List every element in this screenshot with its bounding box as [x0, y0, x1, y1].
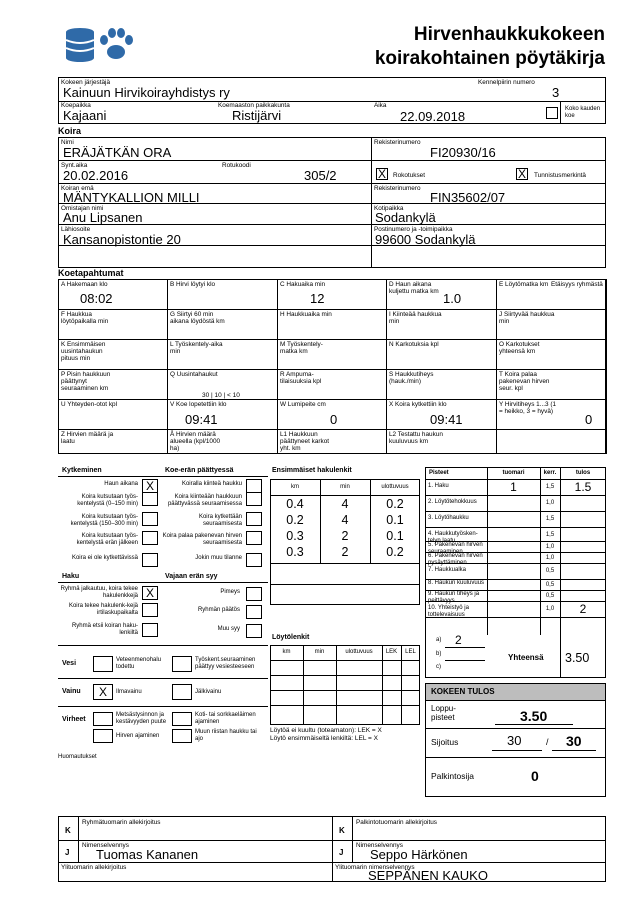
- time: 22.09.2018: [400, 109, 466, 124]
- search-item-checkbox[interactable]: X: [142, 586, 158, 600]
- event-value[interactable]: 0: [330, 412, 338, 427]
- event-label: N Karkotuksia kpl: [389, 341, 439, 348]
- placement-label: Sijoitus: [431, 737, 459, 747]
- score-name: 1. Haku: [428, 483, 449, 489]
- notes-label: Huomautukset: [58, 754, 97, 760]
- release-title: Kytkeminen: [62, 467, 102, 474]
- score-name: 3. Löytöhaukku: [428, 515, 469, 521]
- event-label: C Hakuaika min: [280, 281, 326, 288]
- birth-label: Synt.aika: [61, 162, 88, 169]
- hakulenkit-cell[interactable]: 0.3: [286, 529, 304, 543]
- row-line: [425, 563, 606, 564]
- event-label: G Siirtyi 60 min aikana löydöstä km: [170, 311, 225, 325]
- release-item-checkbox[interactable]: [142, 492, 158, 506]
- total-label: Yhteensä: [508, 653, 544, 662]
- score-coef: 1,5: [545, 532, 555, 538]
- total[interactable]: 3.50: [565, 651, 590, 665]
- release-item-label: Koira kutsutaan työs-kentelystä (150–300 min): [70, 514, 138, 527]
- loyto-table: [270, 645, 420, 725]
- fault-3-checkbox[interactable]: [93, 729, 113, 743]
- owner-label: Omistajan nimi: [61, 205, 104, 212]
- water-1-checkbox[interactable]: [93, 656, 113, 672]
- fault-1-checkbox[interactable]: [93, 712, 113, 726]
- full-season-label: Koko kauden koe: [565, 106, 601, 119]
- dog-name: ERÄJÄTKÄN ORA: [63, 145, 172, 160]
- grid-hline: [58, 339, 606, 340]
- address: Kansanopistontie 20: [63, 232, 181, 247]
- dam: MÄNTYKALLION MILLI: [63, 190, 200, 205]
- end-title: Koe-erän päättyessä: [165, 467, 234, 474]
- search-item-checkbox[interactable]: [142, 603, 158, 617]
- end-item-label: Koira kiinteään haukkuun päättyvässä seuraamisessa: [167, 494, 242, 507]
- event-label: R Ampuma-tilaisuuksia kpl: [280, 371, 322, 385]
- placement-sep: /: [546, 737, 549, 747]
- row-line: [425, 527, 606, 528]
- search-item-label: Ryhmä jalkautuu, koira tekee hakulenkkejä: [60, 586, 138, 599]
- organizer-label: Kokeen järjestäjä: [61, 79, 111, 86]
- partial-item-checkbox[interactable]: [246, 587, 262, 601]
- loyto-title: Löytölenkit: [272, 634, 310, 641]
- event-value[interactable]: 0: [585, 412, 593, 427]
- row-line: [270, 563, 420, 564]
- loyto-col: LEL: [405, 649, 416, 655]
- logo: [58, 24, 138, 64]
- score-name: 6. Pakenevan hirven pysäyttäminen: [428, 553, 483, 566]
- score-name: 4. Haukkutyösken-telyn laatu: [428, 531, 478, 544]
- hakulenkit-col: ulottuvuus: [381, 484, 409, 490]
- score-coef: 1,0: [545, 544, 555, 550]
- score-name: 9. Haukun tiheys ja peittävyys: [428, 591, 480, 604]
- judge-sign-label: Ryhmätuomarin allekirjoitus: [82, 819, 161, 826]
- end-item-label: Koira palaa pakenevan hirven seuraamisesta: [162, 533, 242, 546]
- score-coef: 0,5: [545, 593, 555, 599]
- fault-2-checkbox[interactable]: [172, 712, 192, 726]
- title-line-2: koirakohtainen pöytäkirja: [374, 48, 605, 69]
- event-value[interactable]: 1.0: [443, 291, 462, 306]
- district: 3: [552, 85, 560, 100]
- scent-label: Vainu: [62, 688, 81, 695]
- hakulenkit-cell[interactable]: 0.4: [286, 497, 304, 511]
- database-paw-icon: [58, 24, 138, 64]
- event-label: D Haun aikana kuljettu matka km: [389, 281, 439, 295]
- prize-judge-name[interactable]: Seppo Härkönen: [370, 847, 468, 862]
- event-value[interactable]: 09:41: [430, 412, 463, 427]
- events-grid: [58, 279, 606, 454]
- hakulenkit-cell[interactable]: 0.2: [386, 497, 404, 511]
- score-coef: 1,5: [545, 516, 555, 522]
- owner: Anu Lipsanen: [63, 210, 143, 225]
- score-name: 10. Yhteistyö ja tottelevaisuus: [428, 605, 469, 618]
- hakulenkit-cell[interactable]: 4: [341, 513, 349, 527]
- judge-name-label: Nimenselvennys: [82, 842, 129, 849]
- scent-2-checkbox[interactable]: [172, 684, 192, 700]
- event-label: S Haukkutiheys (hauk./min): [389, 371, 434, 385]
- hakulenkit-cell[interactable]: 2: [341, 545, 349, 559]
- partial-item-label: Ryhmän päätös: [197, 607, 240, 613]
- event-label: K Ensimmäisen uusintahaukun pituus min: [61, 341, 106, 362]
- water-2-label: Työskent.seuraaminen päättyy vesiesteeseen: [195, 657, 256, 670]
- row-line: [425, 617, 606, 618]
- release-item-label: Haun aikana: [104, 481, 138, 487]
- home: Sodankylä: [375, 210, 436, 225]
- row-line: [270, 675, 420, 676]
- row-line: [270, 690, 420, 691]
- events-section-title: Koetapahtumat: [58, 268, 124, 278]
- scores-col: Pisteet: [429, 470, 449, 476]
- hakulenkit-cell[interactable]: 0.2: [286, 513, 304, 527]
- end-item-label: Koira kytkettään seuraamisesta: [198, 514, 242, 527]
- col-line: [401, 645, 402, 725]
- event-label-2: Etäisyys ryhmästä: [551, 281, 603, 288]
- ground: Ristijärvi: [232, 108, 282, 123]
- score-coef: 1,5: [545, 484, 555, 490]
- release-item-checkbox[interactable]: X: [142, 479, 158, 493]
- event-label: M Työskentely-matka km: [280, 341, 323, 355]
- partial-item-label: Muu syy: [217, 626, 240, 632]
- scent-2-label: Jälkivainu: [195, 689, 222, 695]
- release-item-label: Koira kutsutaan työs-kentelystä (0–150 min): [77, 494, 138, 507]
- event-label: L2 Testattu haukun kuuluvuus km: [389, 431, 443, 445]
- partial-item-checkbox[interactable]: [246, 624, 262, 638]
- end-item-label: Jokin muu tilanne: [195, 555, 242, 561]
- district-label: Kennelpiirin numero: [478, 79, 535, 86]
- row-line: [270, 495, 420, 496]
- event-label: L1 Haukkuun päättyneet karkot yht. km: [280, 431, 330, 452]
- score-name: 8. Haukun kuuluvuus: [428, 580, 485, 586]
- event-label: X Koira kytkettiin klo: [389, 401, 447, 408]
- row-line: [270, 584, 420, 585]
- prize-label: Palkintosija: [431, 771, 474, 781]
- event-label: A Hakemaan klo: [61, 281, 108, 288]
- dog-reg-label: Rekisterinumero: [374, 139, 421, 146]
- score-judge[interactable]: 1: [510, 480, 517, 494]
- hakulenkit-col: min: [340, 484, 350, 490]
- row-line: [425, 511, 606, 512]
- release-item-checkbox[interactable]: [142, 531, 158, 545]
- place: Kajaani: [63, 108, 107, 123]
- hakulenkit-col: km: [291, 484, 299, 490]
- event-label: V Koe lopetettiin klo: [170, 401, 227, 408]
- extra-c-label: c): [436, 664, 441, 670]
- release-item-checkbox[interactable]: [142, 553, 158, 567]
- grid-hline: [58, 309, 606, 310]
- prize: 0: [531, 768, 539, 784]
- grid-vline: [606, 279, 607, 454]
- place-label: Koepaikka: [61, 102, 91, 109]
- fault-2-label: Koti- tai sorkkaeläimen ajaminen: [195, 712, 256, 725]
- row-line: [270, 705, 420, 706]
- hakulenkit-cell[interactable]: 0.1: [386, 513, 404, 527]
- score-coef: 1,0: [545, 555, 555, 561]
- fault-1-label: Metsästysinnon ja kestävyyden puute: [116, 712, 167, 725]
- loyto-col: min: [314, 649, 325, 655]
- water-label: Vesi: [62, 660, 77, 667]
- home-label: Kotipaikka: [374, 205, 404, 212]
- scent-1-label: Ilmavainu: [116, 689, 142, 695]
- fault-3-label: Hirven ajaminen: [116, 733, 160, 739]
- final-points-label: Loppu-pisteet: [431, 704, 456, 722]
- prize-judge-name-label: Nimenselvennys: [356, 842, 403, 849]
- address-label: Lähiosoite: [61, 226, 91, 233]
- event-value[interactable]: 30 | 10 | < 10: [202, 392, 240, 399]
- line: [445, 647, 485, 648]
- extra-a[interactable]: 2: [455, 633, 462, 647]
- placement-total: 30: [566, 733, 582, 749]
- loyto-col: LEK: [385, 649, 398, 655]
- loyto-col: km: [282, 649, 291, 655]
- grid-vline: [167, 279, 168, 454]
- right-j: J: [339, 848, 344, 857]
- event-label: U Yhteyden-otot kpl: [61, 401, 118, 408]
- score-name: 2. Löytötehokkuus: [428, 499, 477, 505]
- line: [445, 660, 485, 661]
- end-item-label: Koiralla kiinteä haukku: [181, 481, 242, 487]
- grid-hline: [58, 399, 606, 400]
- extra-b-label: b): [436, 651, 442, 657]
- dog-name-label: Nimi: [61, 139, 74, 146]
- search-item-label: Ryhmä etsii koiran haku-lenkiltä: [71, 623, 138, 636]
- event-label: F Haukkua löytöpaikalla min: [61, 311, 109, 325]
- score-name: 5. Pakenevan hirven seuraaminen: [428, 542, 483, 555]
- hakulenkit-cell[interactable]: 2: [341, 529, 349, 543]
- end-item-checkbox[interactable]: [246, 492, 262, 506]
- fault-4-checkbox[interactable]: [172, 729, 192, 743]
- grid-hline: [58, 429, 606, 430]
- scores-col: kerr.: [543, 470, 557, 476]
- end-item-checkbox[interactable]: [246, 531, 262, 545]
- event-label: Q Uusintahaukut: [170, 371, 218, 378]
- release-item-label: Koira ei ole kytkettävissä: [71, 555, 138, 561]
- vaccination-label: Rokotukset: [393, 172, 425, 179]
- dam-reg-label: Rekisterinumero: [374, 185, 421, 192]
- loyto-note-1: Löytöä ei kuultu (toteamaton): LEK = X: [270, 727, 382, 734]
- left-k: K: [65, 826, 71, 835]
- dam-reg: FIN35602/07: [430, 190, 506, 205]
- hakulenkit-cell[interactable]: 0.1: [386, 529, 404, 543]
- hakulenkit-cell[interactable]: 0.2: [386, 545, 404, 559]
- head-judge-sign-label: Ylituomarin allekirjoitus: [61, 864, 127, 871]
- event-label: I Kiinteää haukkua min: [389, 311, 442, 325]
- score-coef: 0,5: [545, 568, 555, 574]
- col-line: [303, 645, 304, 725]
- grid-vline: [277, 279, 278, 454]
- event-label: W Lumipeite cm: [280, 401, 326, 408]
- hakulenkit-cell[interactable]: 0.3: [286, 545, 304, 559]
- scores-col: tuomari: [502, 470, 525, 476]
- score-coef: 0,5: [545, 582, 555, 588]
- vaccination-checkbox[interactable]: X: [377, 167, 386, 181]
- event-label: L Työskentely-aika min: [170, 341, 223, 355]
- post-label: Postinumero ja -toimipaikka: [374, 226, 453, 233]
- event-label: E Löytömatka km: [499, 281, 549, 288]
- search-item-checkbox[interactable]: [142, 623, 158, 637]
- organizer: Kainuun Hirvikoirayhdistys ry: [63, 85, 230, 100]
- faults-label: Virheet: [62, 716, 86, 723]
- event-value[interactable]: 09:41: [185, 412, 218, 427]
- partial-item-checkbox[interactable]: [246, 605, 262, 619]
- dog-reg: FI20930/16: [430, 145, 496, 160]
- event-label: Y Hirvitiheys 1...3 (1 = heikko, 3 = hyvä): [499, 401, 557, 415]
- scent-1-checkbox[interactable]: X: [93, 684, 113, 700]
- release-item-label: Koira kutsutaan työs-kentelystä erän jälkeen: [76, 533, 138, 546]
- col-line: [560, 635, 561, 678]
- grid-vline: [386, 279, 387, 454]
- loyto-col: ulottuvuus: [345, 649, 373, 655]
- hakulenkit-title: Ensimmäiset hakulenkit: [272, 467, 352, 474]
- id-mark-label: Tunnistusmerkintä: [534, 172, 586, 179]
- search-item-label: Koira tekee hakulenk-kejä irtilaskupaikalta: [68, 603, 138, 616]
- birth: 20.02.2016: [63, 168, 129, 183]
- water-2-checkbox[interactable]: [172, 656, 192, 672]
- score-result[interactable]: 1.5: [574, 480, 592, 494]
- col-line: [382, 645, 383, 725]
- partial-item-label: Pimeys: [220, 589, 240, 595]
- event-label: H Haukkuaika min: [280, 311, 332, 318]
- event-label: Z Hirvien määrä ja laatu: [61, 431, 114, 445]
- id-mark-checkbox[interactable]: X: [517, 167, 526, 181]
- end-item-checkbox[interactable]: [246, 553, 262, 567]
- water-1-label: Veteenmenohalu todettu: [116, 657, 162, 670]
- event-value[interactable]: 08:02: [80, 291, 113, 306]
- final-points: 3.50: [520, 708, 548, 724]
- row-line: [425, 495, 606, 496]
- loyto-note-2: Löytö ensimmäiseltä lenkiltä: LEL = X: [270, 735, 378, 742]
- end-item-checkbox[interactable]: [246, 512, 262, 526]
- fault-4-label: Muun riistan haukku tai ajo: [195, 729, 257, 742]
- time-label: Aika: [374, 102, 387, 109]
- right-k: K: [339, 826, 345, 835]
- grid-vline: [496, 279, 497, 454]
- ground-label: Koemaaston paikkakunta: [218, 102, 290, 109]
- head-judge-name[interactable]: SEPPÄNEN KAUKO: [368, 868, 488, 883]
- score-coef: 1,0: [545, 606, 555, 612]
- event-value[interactable]: 12: [310, 291, 325, 306]
- score-coef: 1,0: [545, 500, 555, 506]
- result-title: KOKEEN TULOS: [431, 687, 495, 696]
- partial-title: Vajaan erän syy: [165, 573, 218, 580]
- post: 99600 Sodankylä: [375, 232, 476, 247]
- left-j: J: [65, 848, 70, 857]
- col-line: [336, 645, 337, 725]
- title-line-1: Hirvenhaukkukokeen: [413, 24, 605, 45]
- breed: 305/2: [304, 168, 337, 183]
- event-label: J Siirtyvää haukkua min: [499, 311, 555, 325]
- end-item-checkbox[interactable]: [246, 479, 262, 493]
- scores-col: tulos: [575, 470, 591, 476]
- grid-hline: [58, 369, 606, 370]
- hakulenkit-cell[interactable]: 4: [341, 497, 349, 511]
- score-result[interactable]: 2: [579, 602, 587, 616]
- release-item-checkbox[interactable]: [142, 512, 158, 526]
- extra-a-label: a): [436, 637, 442, 643]
- full-season-checkbox[interactable]: [546, 107, 558, 119]
- event-label: T Koira palaa pakenevan hirven seur. kpl: [499, 371, 550, 392]
- event-label: P Pisin haukkuun päättynyt seuraaminen km: [61, 371, 111, 392]
- dog-section-title: Koira: [58, 126, 82, 136]
- row-line: [270, 660, 420, 661]
- breed-label: Rotukoodi: [222, 162, 251, 169]
- placement: 30: [507, 733, 522, 748]
- dam-label: Koiran emä: [61, 185, 94, 192]
- head-judge-name-label: Ylituomarin nimenselvennys: [335, 864, 415, 871]
- judge-name[interactable]: Tuomas Kananen: [96, 847, 199, 862]
- search-title: Haku: [62, 573, 80, 580]
- score-name: 7. Haukkualka: [428, 567, 467, 573]
- event-label: B Hirvi löytyi klo: [170, 281, 216, 288]
- event-label: Å Hirvien määrä alueella (kpl/1000 ha): [170, 431, 221, 452]
- prize-judge-sign-label: Palkintotuomarin allekirjoitus: [356, 819, 437, 826]
- event-label: O Karkotukset yhteensä km: [499, 341, 540, 355]
